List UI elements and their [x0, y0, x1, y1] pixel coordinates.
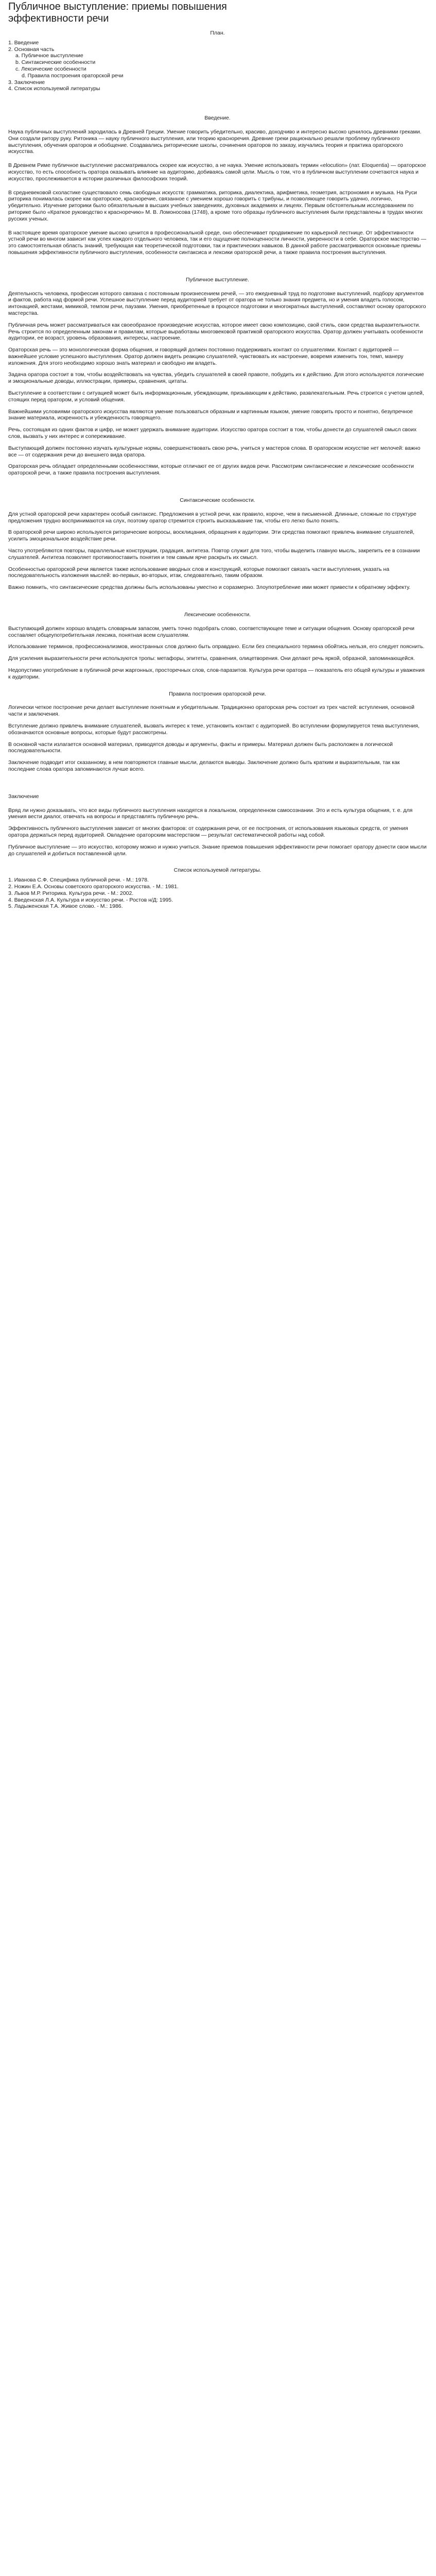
reference-item: 5. Ладыженская Т.А. Живое слово. - М.: 1986. — [8, 903, 123, 910]
paragraph: Деятельность человека, профессия которого связана с постоянным произнесением речей, — это ежедневный труд по подготовке выступлений, подбору аргументов и фактов, работа над формой речи. Успешное выступление перед аудиторией требует от оратора не только знания предмета, но и умения владеть голосом, интонацией, жестами, мимикой, темпом речи, паузами. Умения, приобретенные в процессе подготовки и многократных выступлений, составляют основу ораторского мастерства. — [8, 290, 426, 316]
paragraph: Эффективность публичного выступления зависит от многих факторов: от содержания речи, от ее построения, от использования языковых средств, от умения оратора держаться перед аудиторией. Овладение ораторским мастерством — результат систематической работы над собой. — [8, 825, 408, 838]
paragraph: Публичная речь может рассматриваться как своеобразное произведение искусства, которое имеет свою композицию, свой стиль, свои средства выразительности. Речь строится по определенным законам и правилам, которые выработаны многовековой практикой ораторского искусства. Оратор должен учитывать особенности аудитории, ее возраст, уровень образования, интересы, настроение. — [8, 321, 423, 342]
toc-item[interactable]: 3. Заключение — [8, 79, 45, 86]
paragraph: В Древнем Риме публичное выступление рассматривалось скорее как искусство, а не наука. Умение использовать термин «elocution» (лат. Eloquentia) — ораторское искусство, то есть способность оратора оказывать влияние на аудиторию, добиваясь самой цели. Мысль о том, что в публичном выступлении сочетаются наука и искусство, прослеживается в истории различных философских теорий. — [8, 162, 426, 182]
section-heading: Список используемой литературы. — [173, 867, 261, 874]
toc-item[interactable]: 2. Основная часть — [8, 46, 55, 53]
plan-heading: План. — [210, 30, 225, 36]
public-speech-section — [8, 277, 427, 477]
toc-item[interactable]: c. Лексические особенности — [15, 65, 86, 72]
paragraph: Выступление в соответствии с ситуацией может быть информационным, убеждающим, призывающим к действию, развлекательным. Речь строится с учетом целей, стоящих перед оратором, и условий общения. — [8, 390, 424, 403]
paragraph: В настоящее время ораторское умение высоко ценится в профессиональной среде, оно обеспечивает продвижение по карьерной лестнице. От эффективности устной речи во многом зависит как успех каждого отдельного человека, так и его ощущение полноценности личности, уверенности в себе. Ораторское мастерство — это самостоятельная область знаний, требующая как теоретической подготовки, так и практических навыков. В данной работе рассматриваются основные приемы повышения эффективности публичного выступления, особенности синтаксиса и лексики ораторской речи, а также правила построения выступления. — [8, 229, 427, 256]
section-heading: Введение. — [204, 115, 231, 122]
paragraph: Выступающий должен постоянно изучать культурные нормы, совершенствовать свою речь, учиться у мастеров слова. В ораторском искусстве нет мелочей: важно все — от содержания речи до внешнего вида оратора. — [8, 445, 421, 458]
toc-item[interactable]: 1. Введение — [8, 39, 39, 46]
document-title: Публичное выступление: приемы повышения эффективности речи — [8, 1, 227, 24]
paragraph: Использование терминов, профессионализмов, иностранных слов должно быть оправдано. Если без специального термина обойтись нельзя, его следует пояснить. — [8, 643, 425, 650]
table-of-contents — [8, 40, 427, 92]
paragraph: Часто употребляются повторы, параллельные конструкции, градация, антитеза. Повтор служит для того, чтобы выделить главную мысль, закрепить ее в сознании слушателей. Антитеза позволяет противопоставить понятия и тем самым ярче раскрыть их смысл. — [8, 548, 420, 561]
section-heading: Заключение — [8, 793, 39, 800]
references-section — [8, 867, 427, 910]
document-page — [0, 1, 436, 910]
conclusion-section — [8, 793, 427, 857]
lexis-section — [8, 612, 427, 681]
paragraph: Особенностью ораторской речи является также использование вводных слов и конструкций, которые помогают связать части выступления, указать на последовательность изложения мыслей: во-первых, во-вторых, итак, следовательно, таким образом. — [8, 566, 390, 579]
paragraph: Наука публичных выступлений зародилась в Древней Греции. Умение говорить убедительно, красиво, доходчиво и интересно высоко ценилось древними греками. Они создали ритору руку. Ритоника — науку публичного выступления, или теорию красноречия. Древние греки рационально решали проблему публичного выступления, обучения ораторов и обобщение. Создавались риторические школы, сочинения ораторов по заказу, изучались теория и практика ораторского искусства. — [8, 128, 422, 155]
paragraph: Заключение подводит итог сказанному, в нем повторяются главные мысли, делаются выводы. Заключение должно быть кратким и выразительным, так как последние слова оратора запоминаются лучше всего. — [8, 759, 400, 772]
reference-item: 2. Ножин Е.А. Основы советского ораторского искусства. - М.: 1981. — [8, 883, 179, 890]
toc-item[interactable]: a. Публичное выступление — [15, 53, 83, 59]
paragraph: Для устной ораторской речи характерен особый синтаксис. Предложения в устной речи, как правило, короче, чем в письменной. Длинные, сложные по структуре предложения трудно воспринимаются на слух, поэтому оратор стремится строить высказывание так, чтобы его легко было понять. — [8, 511, 416, 524]
paragraph: Выступающий должен хорошо владеть словарным запасом, уметь точно подобрать слово, соответствующее теме и ситуации общения. Основу ораторской речи составляет общеупотребительная лексика, понятная всем слушателям. — [8, 625, 414, 638]
reference-item: 1. Иванова С.Ф. Специфика публичной речи. - М.: 1978. — [8, 877, 149, 884]
paragraph: Вряд ли нужно доказывать, что все виды публичного выступления находятся в локальном, определенном самосознании. Это и есть культура общения, т. е. для умения вести диалог, отвечать на вопросы и представлять публичную речь. — [8, 807, 413, 820]
paragraph: Недопустимо употребление в публичной речи жаргонных, просторечных слов, слов-паразитов. Культура речи оратора — показатель его общей культуры и уважения к аудитории. — [8, 667, 425, 680]
paragraph: Логически четкое построение речи делает выступление понятным и убедительным. Традиционно ораторская речь состоит из трех частей: вступления, основной части и заключения. — [8, 704, 414, 718]
intro-section — [8, 115, 427, 256]
reference-item: 3. Львов М.Р. Риторика. Культура речи. - М.: 2002. — [8, 890, 134, 896]
rules-section — [8, 691, 427, 773]
paragraph: В средневековой схоластике существовало семь свободных искусств: грамматика, риторика, диалектика, арифметика, геометрия, астрономия и музыка. На Руси риторика понималась скорее как ораторское, красноречие, связанное с умением хорошо говорить с трибуны, и позволяющее говорить удачно, логично, убедительно. Изучение риторики было обязательным в высших учебных заведениях, духовных академиях и лицеях. Первым обстоятельным исследованием по риторике было «Краткое руководство к красноречию» М. В. Ломоносова (1748), а кроме того образцы публичного выступления были представлены в трудах многих русских ученых. — [8, 189, 423, 222]
paragraph: Для усиления выразительности речи используются тропы: метафоры, эпитеты, сравнения, олицетворения. Они делают речь яркой, образной, запоминающейся. — [8, 655, 415, 662]
paragraph: Важнейшими условиями ораторского искусства являются умение пользоваться образным и картинным языком, умение говорить просто и понятно, безупречное знание материала, искренность и убежденность говорящего. — [8, 408, 413, 421]
paragraph: Вступление должно привлечь внимание слушателей, вызвать интерес к теме, установить контакт с аудиторией. Во вступлении формулируется тема выступления, обозначаются основные вопросы, которые будут рассмотрены. — [8, 722, 420, 736]
section-heading: Правила построения ораторской речи. — [169, 690, 266, 697]
toc-item[interactable]: d. Правила построения ораторской речи — [22, 72, 124, 79]
paragraph: Ораторская речь — это монологическая форма общения, и говорящий должен постоянно поддерживать контакт со слушателями. Контакт с аудиторией — важнейшее условие успешного выступления. Оратор должен видеть реакцию слушателей, чувствовать их настроение, вовремя изменить тон, темп, манеру изложения. Для этого необходимо хорошо знать материал и свободно им владеть. — [8, 347, 404, 366]
toc-item[interactable]: 4. Список используемой литературы — [8, 86, 100, 92]
section-heading: Публичное выступление. — [186, 276, 249, 283]
paragraph: Ораторская речь обладает определенными особенностями, которые отличают ее от других видов речи. Рассмотрим синтаксические и лексические особенности ораторской речи, а также правила построения выступления. — [8, 463, 414, 477]
paragraph: Публичное выступление — это искусство, которому можно и нужно учиться. Знание приемов повышения эффективности речи помогает оратору донести свои мысли до слушателей и добиться поставленной цели. — [8, 843, 427, 857]
paragraph: Речь, состоящая из одних фактов и цифр, не может удержать внимание аудитории. Искусство оратора состоит в том, чтобы донести до слушателей смысл своих слов, вызвать у них интерес и сопереживание. — [8, 427, 417, 440]
toc-item[interactable]: b. Синтаксические особенности — [15, 59, 96, 66]
paragraph: Важно помнить, что синтаксические средства должны быть использованы уместно и соразмерно. Злоупотребление ими может привести к обратному эффекту. — [8, 584, 411, 591]
paragraph: В основной части излагается основной материал, приводятся доводы и аргументы, факты и примеры. Материал должен быть расположен в логической последовательности. — [8, 741, 393, 754]
paragraph: Задача оратора состоит в том, чтобы воздействовать на чувства, убедить слушателей в своей правоте, побудить их к действию. Для этого используются логические и эмоциональные доводы, иллюстрации, примеры, сравнения, цитаты. — [8, 371, 424, 385]
syntax-section — [8, 497, 427, 591]
paragraph: В ораторской речи широко используются риторические вопросы, восклицания, обращения к аудитории. Эти средства помогают привлечь внимание слушателей, усилить эмоциональное воздействие речи. — [8, 529, 414, 543]
reference-item: 4. Введенская Л.А. Культура и искусство речи. - Ростов н/Д: 1995. — [8, 896, 173, 903]
section-heading: Синтаксические особенности. — [180, 497, 255, 504]
section-heading: Лексические особенности. — [184, 612, 251, 618]
